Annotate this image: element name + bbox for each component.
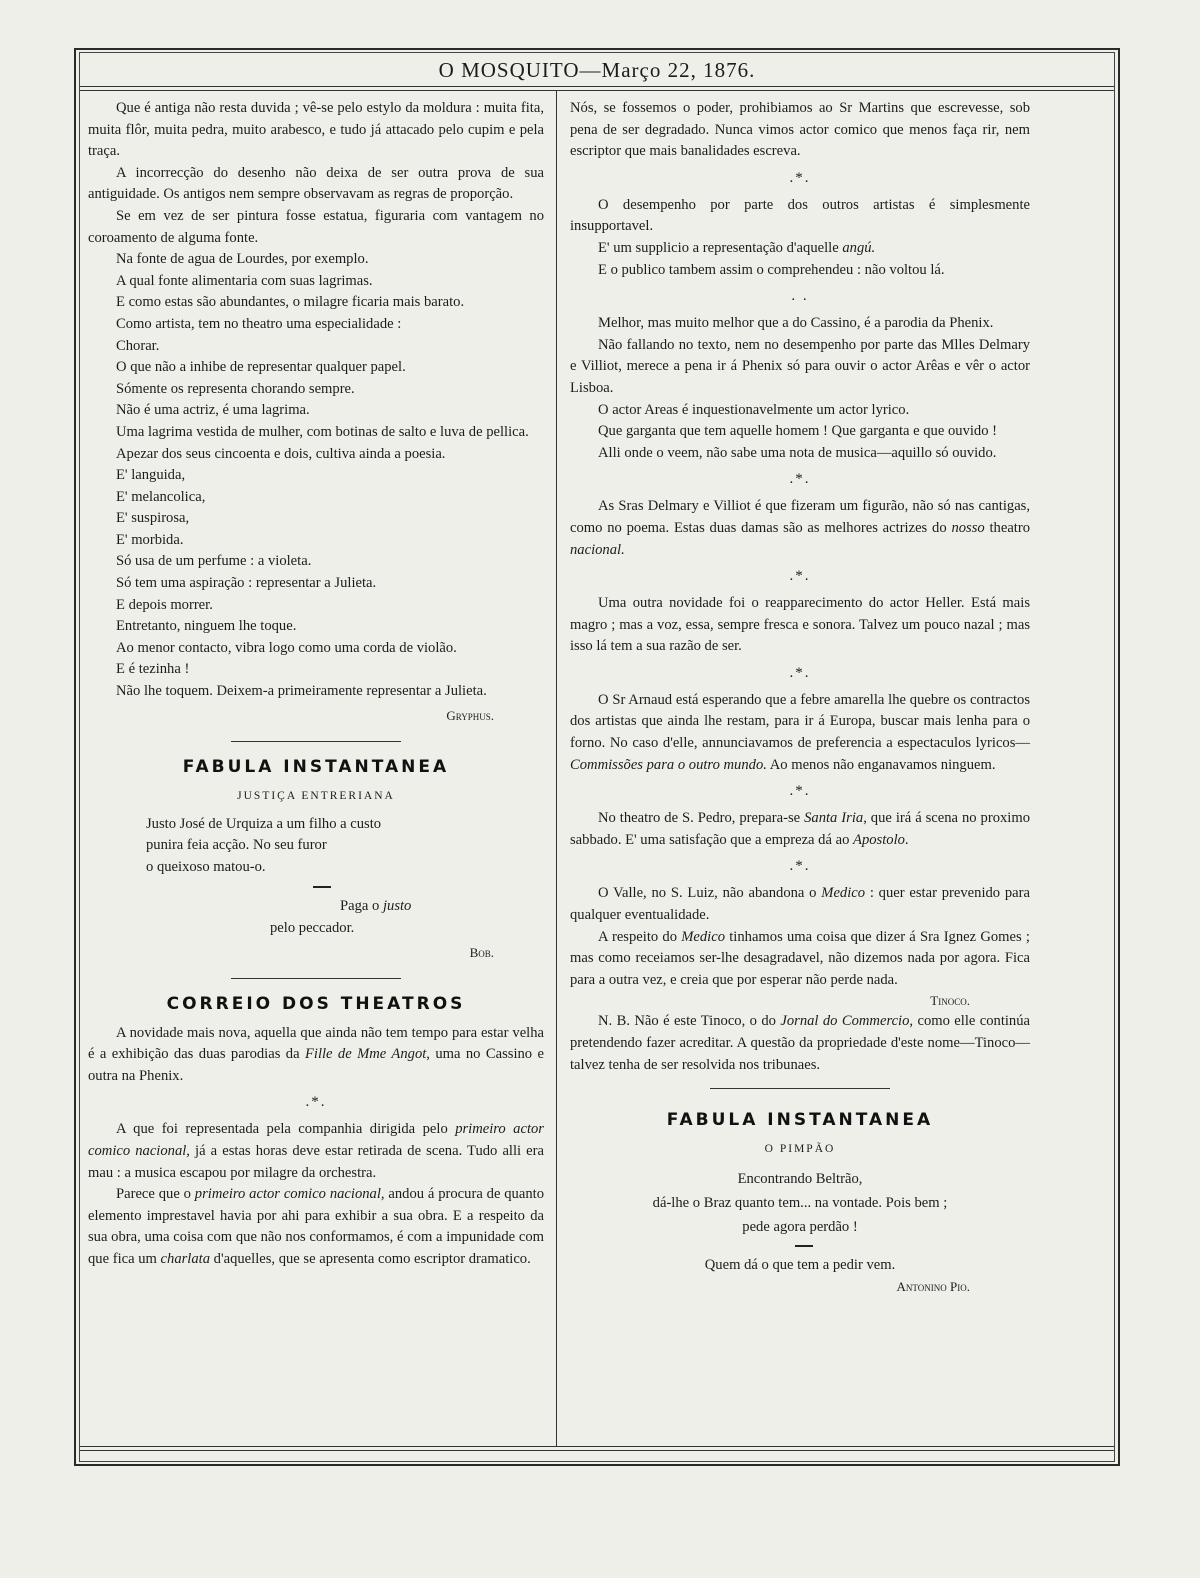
- section-stars: .*.: [305, 1094, 327, 1111]
- column-divider: [556, 91, 557, 1446]
- bottom-rule: [80, 1446, 1114, 1447]
- verse-line: pede agora perdão !: [742, 1219, 858, 1236]
- paragraph: A qual fonte alimentaria com suas lagrimas.: [116, 272, 373, 289]
- paragraph: O actor Areas é inquestionavelmente um actor lyrico.: [598, 401, 910, 418]
- paragraph: Apezar dos seus cincoenta e dois, cultiva ainda a poesia.: [116, 445, 446, 462]
- tinoco-signature: Tinoco.: [930, 993, 970, 1009]
- header-rule: [80, 90, 1114, 91]
- paragraph: No theatro de S. Pedro, prepara-se Santa Iria, que irá á scena no proximo sabbado. E' uma satisfação que a empreza dá ao Apostolo.: [570, 810, 1030, 848]
- moral-emphasis: justo: [382, 898, 412, 915]
- verse-line: Justo José de Urquiza a um filho a custo: [146, 815, 382, 832]
- verse-line: Encontrando Beltrão,: [737, 1171, 863, 1188]
- section-rule: [231, 741, 401, 742]
- section-stars: .*.: [789, 783, 811, 800]
- antonino-signature: Antonino Pio.: [896, 1279, 970, 1295]
- paragraph: Não fallando no texto, nem no desempenho por parte das Mlles Delmary e Villiot, merece a pena ir á Phenix só para ouvir o actor Arêas e vêr o actor Lisboa.: [570, 336, 1030, 396]
- correio-paragraph: A que foi representada pela companhia dirigida pelo primeiro actor comico nacional, já a estas horas deve estar retirada de scena. Tudo alli era mau : a musica escapou por milagre da orchestra.: [88, 1121, 544, 1181]
- verse-line: o queixoso matou-o.: [146, 858, 266, 875]
- section-stars: .*.: [789, 858, 811, 875]
- bob-signature: Bob.: [469, 944, 494, 960]
- paragraph: Uma lagrima vestida de mulher, com botinas de salto e luva de pellica.: [116, 423, 529, 440]
- paragraph: E' morbida.: [116, 531, 184, 548]
- paragraph: E' suspirosa,: [116, 510, 190, 527]
- paragraph: Como artista, tem no theatro uma especialidade :: [116, 315, 402, 332]
- left-column: [88, 98, 544, 1271]
- fabula-moral-line2: pelo peccador.: [270, 920, 355, 936]
- section-stars: .*.: [789, 471, 811, 488]
- correio-paragraph: A novidade mais nova, aquella que ainda não tem tempo para estar velha é a exhibição das duas parodias da Fille de Mme Angot, uma no Cassino e outra na Phenix.: [88, 1024, 544, 1084]
- paragraph: Chorar.: [116, 337, 160, 354]
- paragraph: E como estas são abundantes, o milagre ficaria mais barato.: [116, 294, 465, 311]
- paragraph: Na fonte de agua de Lourdes, por exemplo.: [116, 251, 369, 268]
- paragraph: Não lhe toquem. Deixem-a primeiramente representar a Julieta.: [116, 683, 487, 700]
- paragraph: E' melancolica,: [116, 488, 206, 505]
- paragraph: O que não a inhibe de representar qualquer papel.: [116, 359, 406, 376]
- section-stars: .*.: [789, 169, 811, 186]
- fabula-moral-line1: [340, 896, 544, 918]
- paragraph: Nós, se fossemos o poder, prohibiamos ao Sr Martins que escrevesse, sob pena de ser degradado. Nunca vimos actor comico que menos faça rir, nem escriptor que mais banalidades escreva.: [570, 100, 1030, 160]
- verse-line: punira feia acção. No seu furor: [146, 837, 327, 854]
- paragraph: Ao menor contacto, vibra logo como uma corda de violão.: [116, 639, 457, 656]
- gryphus-article: [88, 98, 544, 703]
- paragraph: Entretanto, ninguem lhe toque.: [116, 618, 297, 635]
- paragraph: A respeito do Medico tinhamos uma coisa que dizer á Sra Ignez Gomes ; mas como receiamos ser-lhe desagradavel, não dizemos nada por agora. Fica para a outra vez, e creia que por esperar não perde nada.: [570, 928, 1030, 988]
- paragraph: Que garganta que tem aquelle homem ! Que garganta e que ouvido !: [598, 423, 998, 440]
- verse-line: dá-lhe o Braz quanto tem... na vontade. Pois bem ;: [652, 1195, 948, 1212]
- paragraph: Que é antiga não resta duvida ; vê-se pelo estylo da moldura : muita fita, muita flôr, muita pedra, muito arabesco, e tudo já attacado pelo cupim e pela traça.: [88, 100, 544, 160]
- section-stars: . .: [791, 288, 809, 305]
- paragraph: Se em vez de ser pintura fosse estatua, figuraria com vantagem no coroamento de alguma fonte.: [88, 207, 544, 246]
- fabula-subtitle: O PIMPÃO: [764, 1143, 836, 1156]
- verse-dash: [313, 886, 331, 888]
- verse-dash: [795, 1245, 813, 1247]
- fabula-subtitle: JUSTIÇA ENTRERIANA: [237, 789, 395, 802]
- fabula-moral: Quem dá o que tem a pedir vem.: [704, 1257, 896, 1274]
- paragraph: Uma outra novidade foi o reapparecimento do actor Heller. Está mais magro ; mas a voz, essa, sempre fresca e sonora. Talvez um pouco nazal ; mas isso lá tem a sua razão de ser.: [570, 595, 1030, 655]
- paragraph: As Sras Delmary e Villiot é que fizeram um figurão, não só nas cantigas, como no poema. Estas duas damas são as melhores actrizes do nosso theatro nacional.: [570, 498, 1031, 558]
- bottom-rule: [80, 1450, 1114, 1451]
- fabula-title: FABULA INSTANTANEA: [182, 756, 450, 777]
- gryphus-signature: Gryphus.: [446, 707, 494, 723]
- section-rule: [231, 978, 401, 979]
- fabula-title: FABULA INSTANTANEA: [666, 1110, 934, 1131]
- correio-title: CORREIO DOS THEATROS: [166, 993, 466, 1014]
- paragraph: O Valle, no S. Luiz, não abandona o Medico : quer estar prevenido para qualquer eventualidade.: [570, 885, 1030, 924]
- paragraph: E depois morrer.: [116, 596, 213, 613]
- paragraph: O Sr Arnaud está esperando que a febre amarella lhe quebre os contractos dos artistas que ainda lhe restam, para ir á Europa, buscar mais lenha para o forno. No caso d'elle, annunciavamos de preferencia a espectaculos lyricos—Commissões para o outro mundo. Ao menos não enganavamos ninguem.: [570, 691, 1030, 773]
- paragraph: Melhor, mas muito melhor que a do Cassino, é a parodia da Phenix.: [598, 315, 994, 332]
- right-column: [570, 98, 1030, 1297]
- section-stars: .*.: [789, 664, 811, 681]
- paragraph: O desempenho por parte dos outros artistas é simplesmente insupportavel.: [570, 196, 1030, 235]
- paragraph: Só tem uma aspiração : representar a Julieta.: [116, 575, 377, 592]
- section-rule: [710, 1088, 890, 1089]
- paragraph: Não é uma actriz, é uma lagrima.: [116, 402, 310, 419]
- paragraph: Só usa de um perfume : a violeta.: [116, 553, 312, 570]
- header-rule: [80, 86, 1114, 87]
- paragraph: Sómente os representa chorando sempre.: [116, 380, 355, 397]
- paragraph: E o publico tambem assim o comprehendeu : não voltou lá.: [598, 261, 945, 278]
- fabula-verse: [146, 814, 544, 879]
- section-stars: .*.: [789, 568, 811, 585]
- moral-text: Paga o: [340, 898, 383, 915]
- paragraph: E' languida,: [116, 467, 186, 484]
- nb-paragraph: N. B. Não é este Tinoco, o do Jornal do Commercio, como elle continúa pretendendo fazer acreditar. A questão da propriedade d'este nome—Tinoco— talvez tenha de ser resolvida nos tribunaes.: [570, 1013, 1030, 1073]
- paragraph: A incorrecção do desenho não deixa de ser outra prova de sua antiguidade. Os antigos nem sempre observavam as regras de proporção.: [88, 164, 544, 203]
- fabula-verse: [570, 1167, 1030, 1239]
- page-header: O MOSQUITO—Março 22, 1876.: [438, 58, 756, 82]
- paragraph: Alli onde o veem, não sabe uma nota de musica—aquillo só ouvido.: [598, 444, 997, 461]
- paragraph: E é tezinha !: [116, 661, 190, 678]
- correio-paragraph: Parece que o primeiro actor comico nacional, andou á procura de quanto elemento imprestavel havia por ahi para exhibir a sua obra. E a respeito da sua obra, uma coisa com que não nos conformamos, é com a impunidade com que fica um charlata d'aquelles, que se apresenta como escriptor dramatico.: [88, 1186, 544, 1267]
- paragraph: E' um supplicio a representação d'aquelle angú.: [598, 239, 876, 256]
